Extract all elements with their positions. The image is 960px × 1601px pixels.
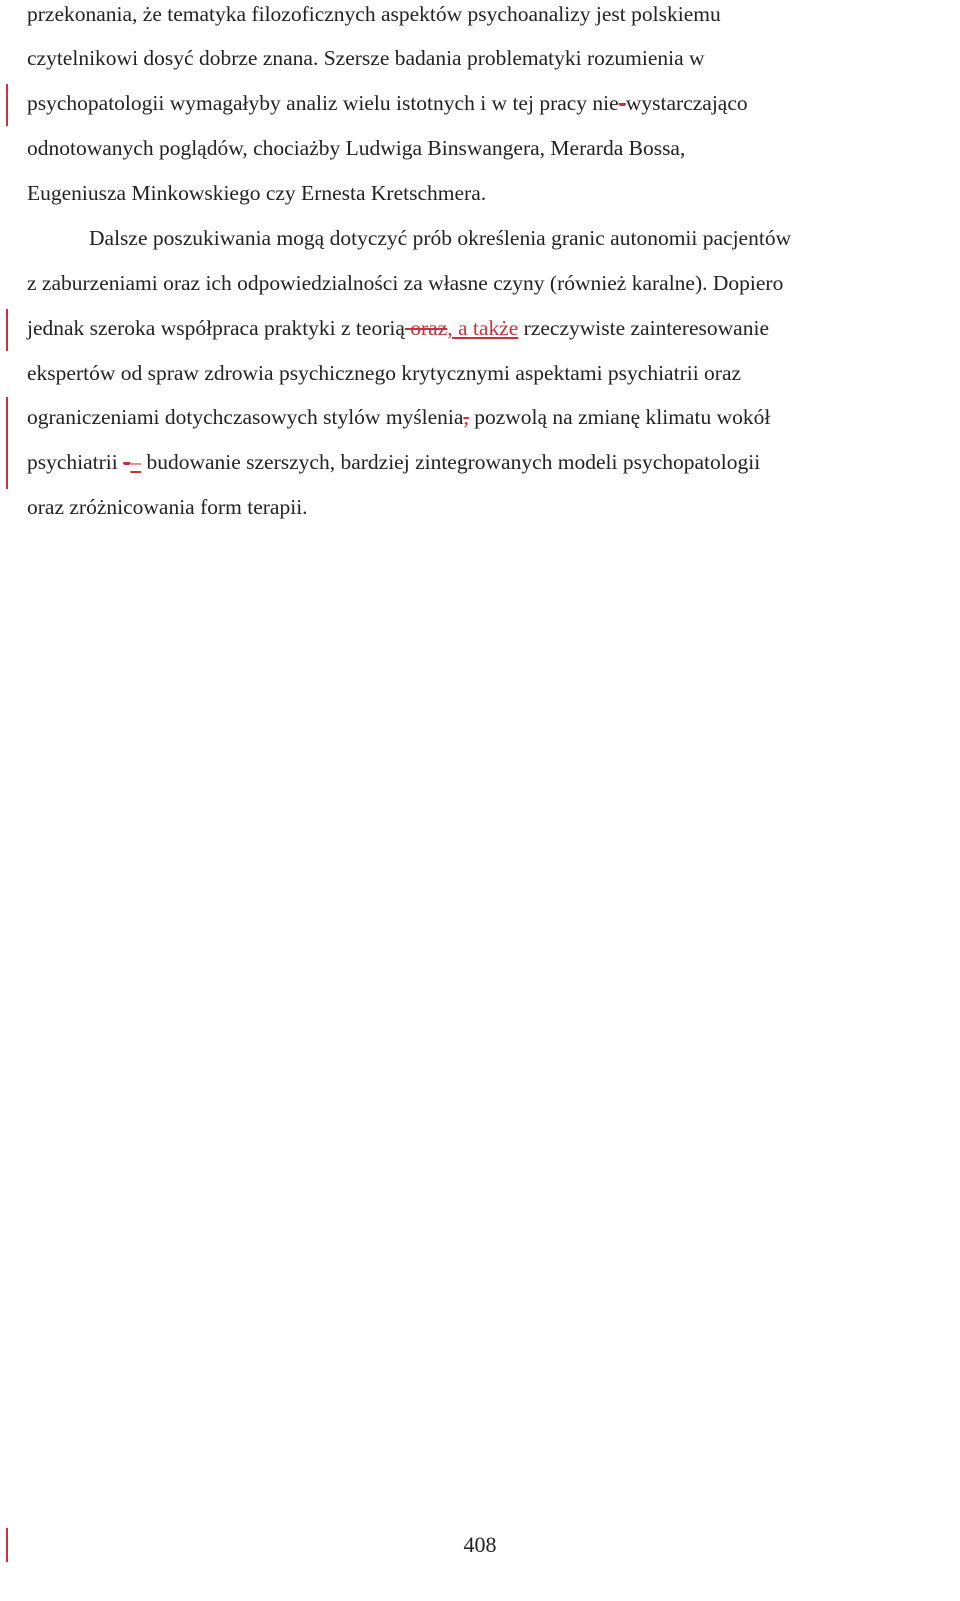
deleted-text: oraz xyxy=(404,316,448,340)
text-line: przekonania, że tematyka filozoficznych aspektów psychoanalizy jest polskiemu xyxy=(27,2,721,26)
text-run: budowanie szerszych, bardziej zintegrowanych modeli psychopatologii xyxy=(141,450,761,474)
text-run: ograniczeniami dotychczasowych stylów myślenia xyxy=(27,405,464,429)
text-line: ekspertów od spraw zdrowia psychicznego krytycznymi aspektami psychiatrii oraz xyxy=(27,361,742,385)
text-line: odnotowanych poglądów, chociażby Ludwiga Binswangera, Merarda Bossa, xyxy=(27,136,686,160)
text-line xyxy=(27,402,770,432)
inserted-text: – xyxy=(130,450,142,474)
text-run: jednak szeroka współpraca praktyki z teorią xyxy=(27,316,405,340)
deleted-text: , xyxy=(463,405,469,429)
text-line: Dalsze poszukiwania mogą dotyczyć prób określenia granic autonomii pacjentów xyxy=(89,226,792,250)
text-run: rzeczywiste zainteresowanie xyxy=(518,316,769,340)
text-line: czytelnikowi dosyć dobrze znana. Szersze badania problematyki rozumienia w xyxy=(27,46,705,70)
page-number: 408 xyxy=(463,1532,497,1557)
text-line: oraz zróżnicowania form terapii. xyxy=(27,495,308,519)
deleted-text: - xyxy=(618,91,626,115)
inserted-text: , a także xyxy=(447,316,519,340)
change-bar xyxy=(6,397,8,489)
text-run: psychopatologii wymagałyby analiz wielu istotnych i w tej pracy nie xyxy=(27,91,619,115)
text-line xyxy=(27,447,760,477)
text-run: pozwolą na zmianę klimatu wokół xyxy=(468,405,771,429)
deleted-text: - xyxy=(123,450,131,474)
change-bar xyxy=(6,84,8,126)
text-run: psychiatrii xyxy=(27,450,124,474)
text-line: Eugeniusza Minkowskiego czy Ernesta Kretschmera. xyxy=(27,181,487,205)
text-run: wystarczająco xyxy=(625,91,748,115)
text-line: z zaburzeniami oraz ich odpowiedzialności za własne czyny (również karalne). Dopiero xyxy=(27,271,784,295)
text-line xyxy=(27,313,769,343)
text-line xyxy=(27,88,748,118)
change-bar xyxy=(6,309,8,351)
